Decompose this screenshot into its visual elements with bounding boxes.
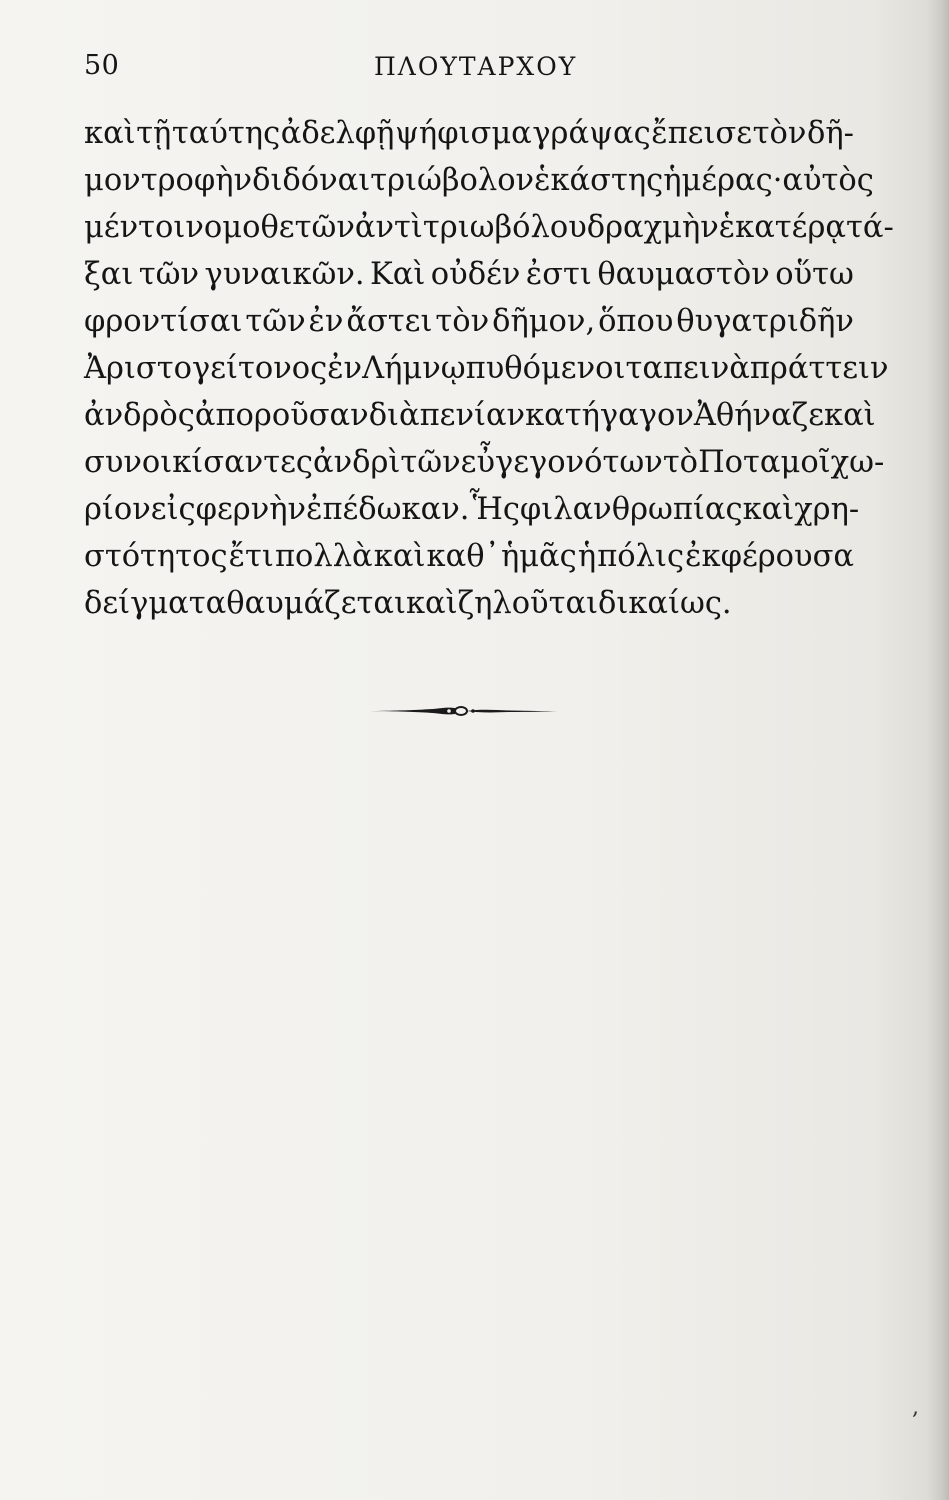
word: γεγονότων <box>495 445 663 480</box>
word: συνοικίσαντες <box>84 445 313 480</box>
word: ψήφισμα <box>395 116 532 151</box>
word: καὶ <box>742 492 795 527</box>
word: Ποταμοῖ <box>698 445 831 480</box>
text-line <box>84 533 854 580</box>
word: πυθόμενοι <box>465 351 626 386</box>
word: ξαι <box>84 257 134 292</box>
word: καὶ <box>405 586 458 621</box>
word: ἡμᾶς <box>500 539 577 574</box>
word: ἔπεισε <box>651 116 753 151</box>
word: γυναικῶν. <box>204 257 365 292</box>
text-line <box>84 439 885 486</box>
word: τριώβολον <box>370 163 535 198</box>
word: φερνὴν <box>195 492 307 527</box>
word: ταπεινὰ <box>625 351 750 386</box>
word: θαυμάζεται <box>226 586 406 621</box>
word: ὅπου <box>598 304 674 339</box>
word: τριωβόλου <box>422 210 587 245</box>
word: ἄστει <box>346 304 433 339</box>
text-line <box>84 204 894 251</box>
word: μον <box>84 163 141 198</box>
word: διδόναι <box>252 163 371 198</box>
stray-mark: , <box>912 1395 919 1420</box>
text-line <box>84 298 854 345</box>
word: πόλις <box>597 539 685 574</box>
word: χω- <box>830 445 885 480</box>
word: ἀνδρὸς <box>84 398 195 433</box>
word: τῇ <box>136 116 172 151</box>
word: κατήγαγον <box>525 398 694 433</box>
word: εὖ <box>460 445 495 480</box>
word: ἐκφέρουσα <box>685 539 854 574</box>
word: τῶν <box>245 304 306 339</box>
word: αὐτὸς <box>782 163 874 198</box>
word: δικαίως. <box>598 586 732 621</box>
text-line <box>84 110 854 157</box>
word: ἀποροῦσαν <box>194 398 369 433</box>
word: τροφὴν <box>140 163 253 198</box>
word: ἡ <box>577 539 597 574</box>
word: Καὶ <box>370 257 426 292</box>
word: οὐδέν <box>430 257 521 292</box>
word: πράττειν <box>749 351 889 386</box>
text-line <box>84 157 874 204</box>
word: ἀντὶ <box>354 210 423 245</box>
word: ἑκατέρᾳ <box>718 210 847 245</box>
word: Λήμνῳ <box>362 351 466 386</box>
word: τὸ <box>662 445 699 480</box>
text-line <box>84 251 854 298</box>
text-line <box>84 486 860 533</box>
running-head: ΠΛΟΥΤΑΡΧΟΥ <box>374 52 578 81</box>
word: φιλανθρωπίας <box>519 492 743 527</box>
word: καὶ <box>824 398 876 433</box>
word: θαυμαστὸν <box>597 257 770 292</box>
word: τὸν <box>435 304 490 339</box>
word: διὰ <box>368 398 420 433</box>
word: θυγατριδῆν <box>676 304 854 339</box>
word: ἡμέρας· <box>663 163 783 198</box>
word: ἐν <box>308 304 344 339</box>
word: μέντοι <box>84 210 186 245</box>
word: φροντίσαι <box>84 304 243 339</box>
word: δραχμὴν <box>586 210 719 245</box>
word: δῆ- <box>806 116 854 151</box>
word: εἰς <box>150 492 196 527</box>
word: καθ᾽ <box>426 539 500 574</box>
word: ἀνδρὶ <box>312 445 401 480</box>
word: γράψας <box>532 116 651 151</box>
word: δείγματα <box>84 586 227 621</box>
tailpiece-ornament-icon <box>355 700 560 722</box>
word: τῶν <box>138 257 200 292</box>
text-line <box>84 392 876 439</box>
word: ἀδελφῇ <box>280 116 395 151</box>
word: τὸν <box>752 116 807 151</box>
word: Ἀριστογείτονος <box>84 351 328 386</box>
word: καὶ <box>84 116 136 151</box>
word: τά- <box>846 210 894 245</box>
word: οὕτω <box>775 257 854 292</box>
word: ἔτι <box>228 539 274 574</box>
word: πενίαν <box>419 398 526 433</box>
word: ζηλοῦται <box>457 586 599 621</box>
word: Ἧς <box>469 492 520 527</box>
text-line <box>84 580 854 627</box>
word: χρη- <box>794 492 860 527</box>
text-line <box>84 345 889 392</box>
word: ἑκάστης <box>534 163 664 198</box>
page-edge-shadow <box>927 0 949 1500</box>
word: τῶν <box>400 445 461 480</box>
word: δῆμον, <box>492 304 596 339</box>
word: ρίον <box>84 492 151 527</box>
word: ἐστι <box>525 257 592 292</box>
page-number: 50 <box>84 50 120 81</box>
word: ἐπέδωκαν. <box>306 492 470 527</box>
word: στότητος <box>84 539 228 574</box>
word: καὶ <box>373 539 426 574</box>
page-header <box>84 50 854 90</box>
word: Ἀθήναζε <box>693 398 824 433</box>
word: πολλὰ <box>274 539 373 574</box>
word: ἐν <box>327 351 363 386</box>
word: νομοθετῶν <box>185 210 355 245</box>
body-text <box>84 110 894 627</box>
word: ταύτης <box>171 116 281 151</box>
